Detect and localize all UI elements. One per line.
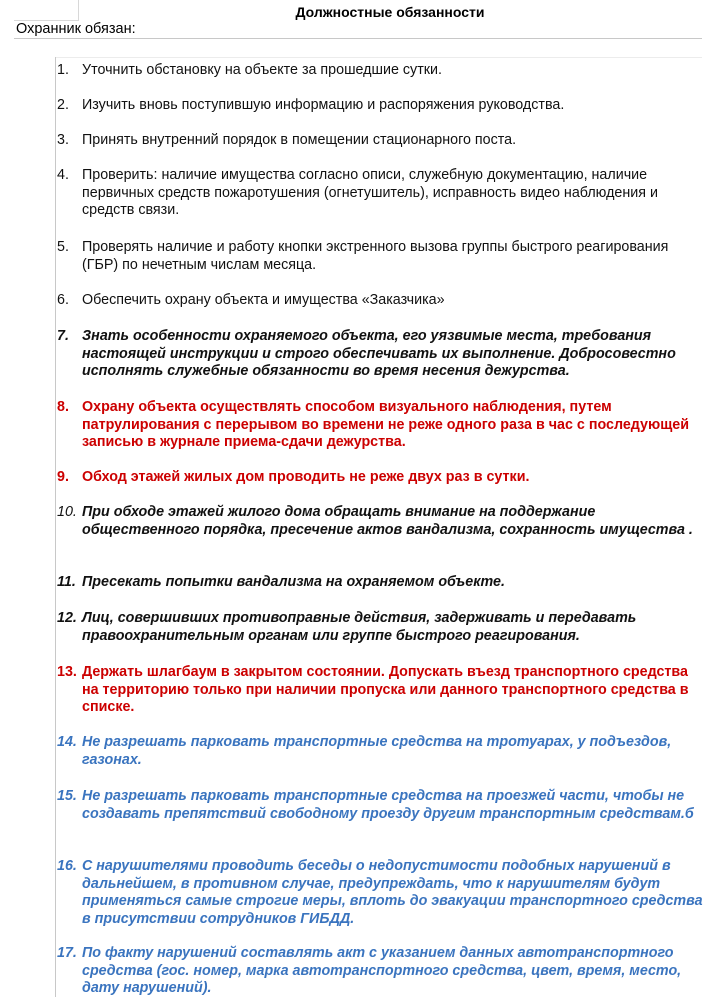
duty-item-13 <box>57 664 707 717</box>
duty-number: 8. <box>57 399 69 415</box>
duty-item-5 <box>57 239 707 274</box>
duty-item-3 <box>57 132 707 150</box>
duty-item-6 <box>57 292 707 310</box>
duty-item-12 <box>57 610 707 645</box>
subtitle-divider <box>14 38 702 39</box>
duty-text: Пресекать попытки вандализма на охраняемом объекте. <box>82 574 505 590</box>
duty-text: При обходе этажей жилого дома обращать внимание на поддержание общественного порядка, пресечение актов вандализма, сохранность имущества . <box>82 504 693 538</box>
duty-number: 6. <box>57 292 69 308</box>
duty-text: Проверить: наличие имущества согласно описи, служебную документацию, наличие первичных средств пожаротушения (огнетушитель), исправность видео наблюдения и средств связи. <box>82 167 658 218</box>
duty-text: Обход этажей жилых дом проводить не реже двух раз в сутки. <box>82 469 530 485</box>
duty-item-10 <box>57 504 707 539</box>
duty-number: 11. <box>57 574 76 590</box>
duty-item-11 <box>57 574 707 592</box>
duty-item-14 <box>57 734 707 769</box>
duty-number: 14. <box>57 734 77 750</box>
duty-item-16 <box>57 858 707 928</box>
duty-number: 16. <box>57 858 77 874</box>
duty-number: 5. <box>57 239 69 255</box>
duty-item-4 <box>57 167 707 220</box>
duty-number: 10. <box>57 504 77 520</box>
duty-text: Проверять наличие и работу кнопки экстренного вызова группы быстрого реагирования (ГБР) по нечетным числам месяца. <box>82 239 669 273</box>
page-title: Должностные обязанности <box>295 4 485 20</box>
duty-item-9 <box>57 469 707 487</box>
duty-number: 17. <box>57 945 77 961</box>
duty-text: Знать особенности охраняемого объекта, его уязвимые места, требования настоящей инструкции и строго обеспечивать их выполнение. Добросовестно исполнять служебные обязанности во время несения дежурства. <box>82 328 676 379</box>
duty-text: Не разрешать парковать транспортные средства на тротуарах, у подъездов, газонах. <box>82 734 672 768</box>
duty-text: Принять внутренний порядок в помещении стационарного поста. <box>82 132 517 148</box>
table-top-border <box>56 57 702 58</box>
duty-item-8 <box>57 399 707 452</box>
duty-text: Держать шлагбаум в закрытом состоянии. Допускать въезд транспортного средства на территорию только при наличии пропуска или данного транспортного средства в списке. <box>82 664 689 715</box>
duty-number: 9. <box>57 469 69 485</box>
duty-text: Изучить вновь поступившую информацию и распоряжения руководства. <box>82 97 565 113</box>
duty-number: 3. <box>57 132 69 148</box>
duty-text: С нарушителями проводить беседы о недопустимости подобных нарушений в дальнейшем, в противном случае, предупреждать, что к нарушителям будут применяться самые строгие меры, вплоть до эвакуации транспортного средства в присутствии сотрудников ГИБДД. <box>82 858 703 927</box>
duty-text: Лиц, совершивших противоправные действия, задерживать и передавать правоохранительным органам или группе быстрого реагирования. <box>82 610 637 644</box>
duty-number: 7. <box>57 328 69 344</box>
duty-text: Не разрешать парковать транспортные средства на проезжей части, чтобы не создавать препятствий свободному проезду другим транспортным средствам.б <box>82 788 694 822</box>
duty-text: По факту нарушений составлять акт с указанием данных автотранспортного средства (гос. номер, марка автотранспортного средства, цвет, время, место, дату нарушений). <box>82 945 682 996</box>
duty-number: 12. <box>57 610 77 626</box>
duty-item-1 <box>57 62 707 80</box>
section-subtitle: Охранник обязан: <box>16 21 136 37</box>
duty-text: Обеспечить охрану объекта и имущества «Заказчика» <box>82 292 445 308</box>
duty-number: 4. <box>57 167 69 183</box>
duty-number: 1. <box>57 62 69 78</box>
duty-text: Охрану объекта осуществлять способом визуального наблюдения, путем патрулирования с перерывом во времени не реже одного раза в час с последующей записью в журнале приема-сдачи дежурства. <box>82 399 690 450</box>
duty-number: 15. <box>57 788 77 804</box>
duty-item-17 <box>57 945 707 998</box>
duty-number: 13. <box>57 664 77 680</box>
duty-text: Уточнить обстановку на объекте за прошедшие сутки. <box>82 62 442 78</box>
duty-item-15 <box>57 788 707 823</box>
duty-number: 2. <box>57 97 69 113</box>
duty-item-7 <box>57 328 707 381</box>
table-left-border <box>55 57 56 997</box>
duty-item-2 <box>57 97 707 115</box>
